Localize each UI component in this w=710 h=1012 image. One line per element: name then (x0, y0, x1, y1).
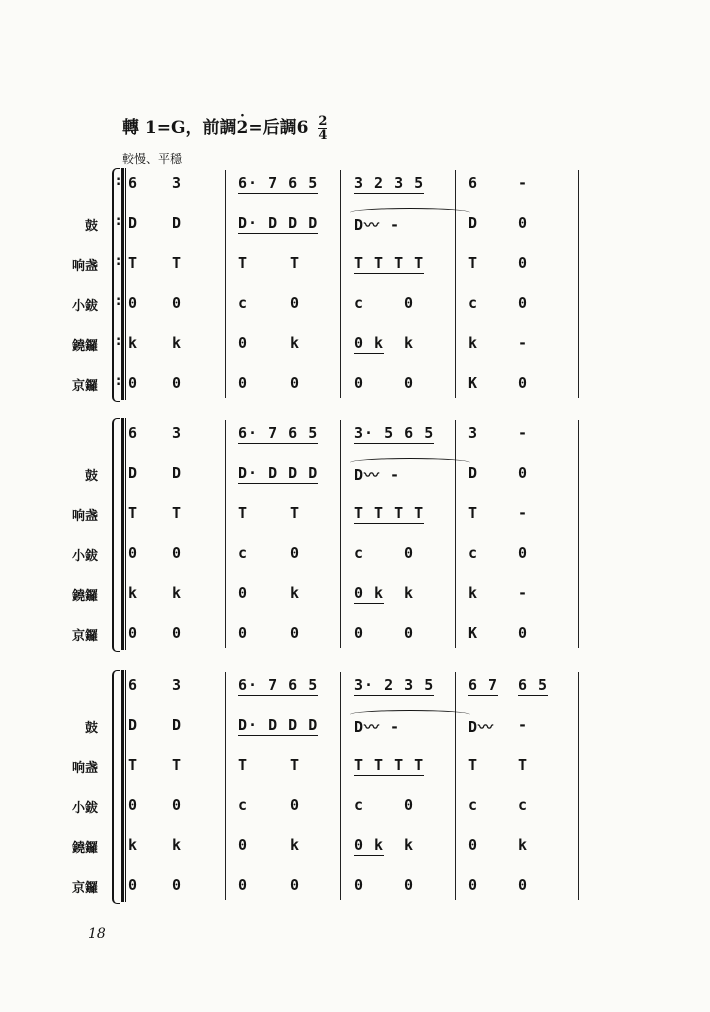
instrument-note: 0 (290, 624, 301, 642)
instrument-note: c (354, 796, 365, 814)
instrument-note: T (172, 254, 183, 272)
system-thick-line (121, 670, 124, 902)
instrument-note: c (468, 294, 479, 312)
instrument-note: 0 k (354, 836, 385, 854)
instrument-note: 0 (128, 374, 139, 392)
instrument-label: 京鑼 (71, 629, 98, 644)
melody-note: 6 (128, 174, 139, 192)
instrument-note: D〰 - (354, 466, 401, 484)
instrument-note: T (468, 756, 479, 774)
melody-note: - (518, 424, 529, 442)
score-system (0, 418, 710, 650)
key-signature-line (122, 113, 327, 142)
instrument-note: 0 (468, 836, 479, 854)
melody-note: 3 2 3 5 (354, 174, 425, 192)
system-thin-line (125, 670, 126, 902)
instrument-note: T (468, 504, 479, 522)
melody-note: 6 (128, 424, 139, 442)
instrument-note: 0 (238, 374, 249, 392)
instrument-note: k (290, 836, 301, 854)
melody-note: 3 (172, 676, 183, 694)
melody-note: 6· 7 6 5 (238, 174, 319, 192)
system-thick-line (121, 168, 124, 400)
tie-arc (350, 710, 470, 719)
page-number: 18 (88, 926, 106, 942)
instrument-label: 鐃鑼 (71, 841, 98, 856)
instrument-note: 0 (172, 624, 183, 642)
melody-note: 3 (172, 174, 183, 192)
instrument-note: T (172, 756, 183, 774)
instrument-note: 0 (404, 374, 415, 392)
instrument-note: T (238, 504, 249, 522)
instrument-note: D (128, 214, 139, 232)
repeat-sign: : (116, 214, 122, 229)
instrument-note: - (518, 716, 529, 734)
instrument-note: 0 (238, 584, 249, 602)
instrument-note: 0 (238, 624, 249, 642)
instrument-note: k (128, 584, 139, 602)
instrument-note: 0 (354, 876, 365, 894)
instrument-note: c (468, 796, 479, 814)
instrument-label: 鐃鑼 (71, 339, 98, 354)
key-dotted-note: · 2 (237, 118, 249, 138)
instrument-note: - (518, 584, 529, 602)
melody-note: 6 5 (518, 676, 549, 694)
instrument-note: k (172, 836, 183, 854)
melody-note: 6· 7 6 5 (238, 676, 319, 694)
bar-line (225, 170, 226, 398)
instrument-note: 0 (404, 544, 415, 562)
tie-arc (350, 208, 470, 217)
instrument-note: 0 (238, 836, 249, 854)
instrument-note: T T T T (354, 504, 425, 522)
instrument-note: T (238, 254, 249, 272)
instrument-note: 0 (518, 876, 529, 894)
instrument-note: k (290, 584, 301, 602)
instrument-note: 0 (518, 374, 529, 392)
instrument-note: 0 (354, 624, 365, 642)
instrument-note: 0 (290, 796, 301, 814)
instrument-note: - (518, 334, 529, 352)
instrument-note: c (238, 294, 249, 312)
instrument-note: k (468, 334, 479, 352)
system-thick-line (121, 418, 124, 650)
bar-line (340, 420, 341, 648)
instrument-note: 0 (468, 876, 479, 894)
score-system (0, 670, 710, 902)
instrument-note: D (468, 214, 479, 232)
instrument-label: 鼓 (84, 219, 98, 234)
repeat-sign: : (116, 374, 122, 389)
instrument-note: 0 (290, 876, 301, 894)
melody-note: 3· 5 6 5 (354, 424, 435, 442)
instrument-note: 0 (172, 294, 183, 312)
instrument-note: c (468, 544, 479, 562)
instrument-note: 0 (404, 624, 415, 642)
repeat-sign: : (116, 294, 122, 309)
instrument-note: 0 (172, 876, 183, 894)
key-text-b: =后調6 (248, 118, 309, 138)
instrument-note: k (404, 584, 415, 602)
instrument-label: 响盏 (71, 509, 98, 524)
instrument-note: T (238, 756, 249, 774)
melody-note: 6 7 (468, 676, 499, 694)
bar-line (578, 170, 579, 398)
time-numerator: 2 (318, 114, 328, 129)
instrument-note: T (290, 254, 301, 272)
melody-note: - (518, 174, 529, 192)
bar-line (455, 420, 456, 648)
system-brace (112, 670, 120, 904)
bar-line (578, 672, 579, 900)
instrument-note: k (172, 334, 183, 352)
instrument-note: D· D D D (238, 214, 319, 232)
instrument-note: D (172, 716, 183, 734)
time-denominator: 4 (318, 128, 328, 143)
bar-line (225, 420, 226, 648)
system-brace (112, 418, 120, 652)
instrument-label: 小鈸 (71, 801, 98, 816)
tie-arc (350, 458, 470, 467)
instrument-note: c (354, 544, 365, 562)
instrument-note: 0 (172, 544, 183, 562)
instrument-label: 响盏 (71, 259, 98, 274)
instrument-note: 0 (172, 796, 183, 814)
melody-note: 6· 7 6 5 (238, 424, 319, 442)
instrument-note: k (404, 334, 415, 352)
instrument-label: 响盏 (71, 761, 98, 776)
instrument-note: c (518, 796, 529, 814)
instrument-note: T (518, 756, 529, 774)
instrument-note: K (468, 624, 479, 642)
instrument-note: 0 (128, 544, 139, 562)
instrument-note: 0 (238, 334, 249, 352)
instrument-note: k (128, 334, 139, 352)
instrument-note: T (290, 504, 301, 522)
instrument-note: T (128, 504, 139, 522)
instrument-note: 0 (238, 876, 249, 894)
melody-note: 3 (468, 424, 479, 442)
instrument-note: K (468, 374, 479, 392)
instrument-note: 0 (290, 374, 301, 392)
instrument-note: D· D D D (238, 716, 319, 734)
instrument-note: T T T T (354, 254, 425, 272)
instrument-label: 小鈸 (71, 299, 98, 314)
instrument-note: c (238, 544, 249, 562)
instrument-label: 京鑼 (71, 379, 98, 394)
tempo-marking: 較慢、平穩 (122, 152, 183, 166)
instrument-note: c (238, 796, 249, 814)
repeat-sign: : (116, 334, 122, 349)
instrument-note: k (290, 334, 301, 352)
instrument-note: 0 (518, 464, 529, 482)
instrument-note: k (128, 836, 139, 854)
instrument-note: - (518, 504, 529, 522)
instrument-label: 鼓 (84, 721, 98, 736)
instrument-note: D (128, 716, 139, 734)
instrument-note: 0 k (354, 334, 385, 352)
instrument-note: k (172, 584, 183, 602)
instrument-note: D (128, 464, 139, 482)
bar-line (340, 672, 341, 900)
instrument-note: T (172, 504, 183, 522)
instrument-note: 0 (128, 876, 139, 894)
instrument-note: 0 (518, 294, 529, 312)
instrument-note: c (354, 294, 365, 312)
repeat-sign: : (116, 174, 122, 189)
instrument-note: D〰 - (354, 216, 401, 234)
repeat-sign: : (116, 254, 122, 269)
instrument-note: 0 (404, 876, 415, 894)
instrument-note: k (468, 584, 479, 602)
system-thin-line (125, 418, 126, 650)
instrument-note: D〰 - (354, 718, 401, 736)
instrument-note: T (290, 756, 301, 774)
instrument-note: D· D D D (238, 464, 319, 482)
instrument-note: 0 (404, 796, 415, 814)
instrument-label: 鼓 (84, 469, 98, 484)
system-brace (112, 168, 120, 402)
melody-note: 6 (468, 174, 479, 192)
instrument-note: 0 (518, 624, 529, 642)
instrument-note: 0 (128, 796, 139, 814)
melody-note: 6 (128, 676, 139, 694)
instrument-note: D (468, 464, 479, 482)
bar-line (455, 170, 456, 398)
instrument-note: 0 k (354, 584, 385, 602)
instrument-note: 0 (128, 294, 139, 312)
instrument-note: 0 (290, 544, 301, 562)
instrument-note: T (468, 254, 479, 272)
instrument-note: 0 (404, 294, 415, 312)
instrument-note: 0 (518, 254, 529, 272)
instrument-note: T T T T (354, 756, 425, 774)
time-signature (318, 115, 327, 142)
instrument-note: D (172, 464, 183, 482)
instrument-note: 0 (518, 544, 529, 562)
system-thin-line (125, 168, 126, 400)
score-system (0, 168, 710, 400)
instrument-label: 鐃鑼 (71, 589, 98, 604)
melody-note: 3· 2 3 5 (354, 676, 435, 694)
instrument-note: 0 (518, 214, 529, 232)
instrument-note: D〰 (468, 718, 495, 736)
instrument-label: 小鈸 (71, 549, 98, 564)
instrument-label: 京鑼 (71, 881, 98, 896)
instrument-note: 0 (172, 374, 183, 392)
instrument-note: k (404, 836, 415, 854)
instrument-note: 0 (354, 374, 365, 392)
key-text-a: 轉 1=G，前調 (122, 118, 237, 138)
instrument-note: T (128, 254, 139, 272)
bar-line (340, 170, 341, 398)
melody-note: 3 (172, 424, 183, 442)
instrument-note: D (172, 214, 183, 232)
instrument-note: k (518, 836, 529, 854)
bar-line (455, 672, 456, 900)
instrument-note: 0 (128, 624, 139, 642)
instrument-note: T (128, 756, 139, 774)
bar-line (225, 672, 226, 900)
bar-line (578, 420, 579, 648)
instrument-note: 0 (290, 294, 301, 312)
